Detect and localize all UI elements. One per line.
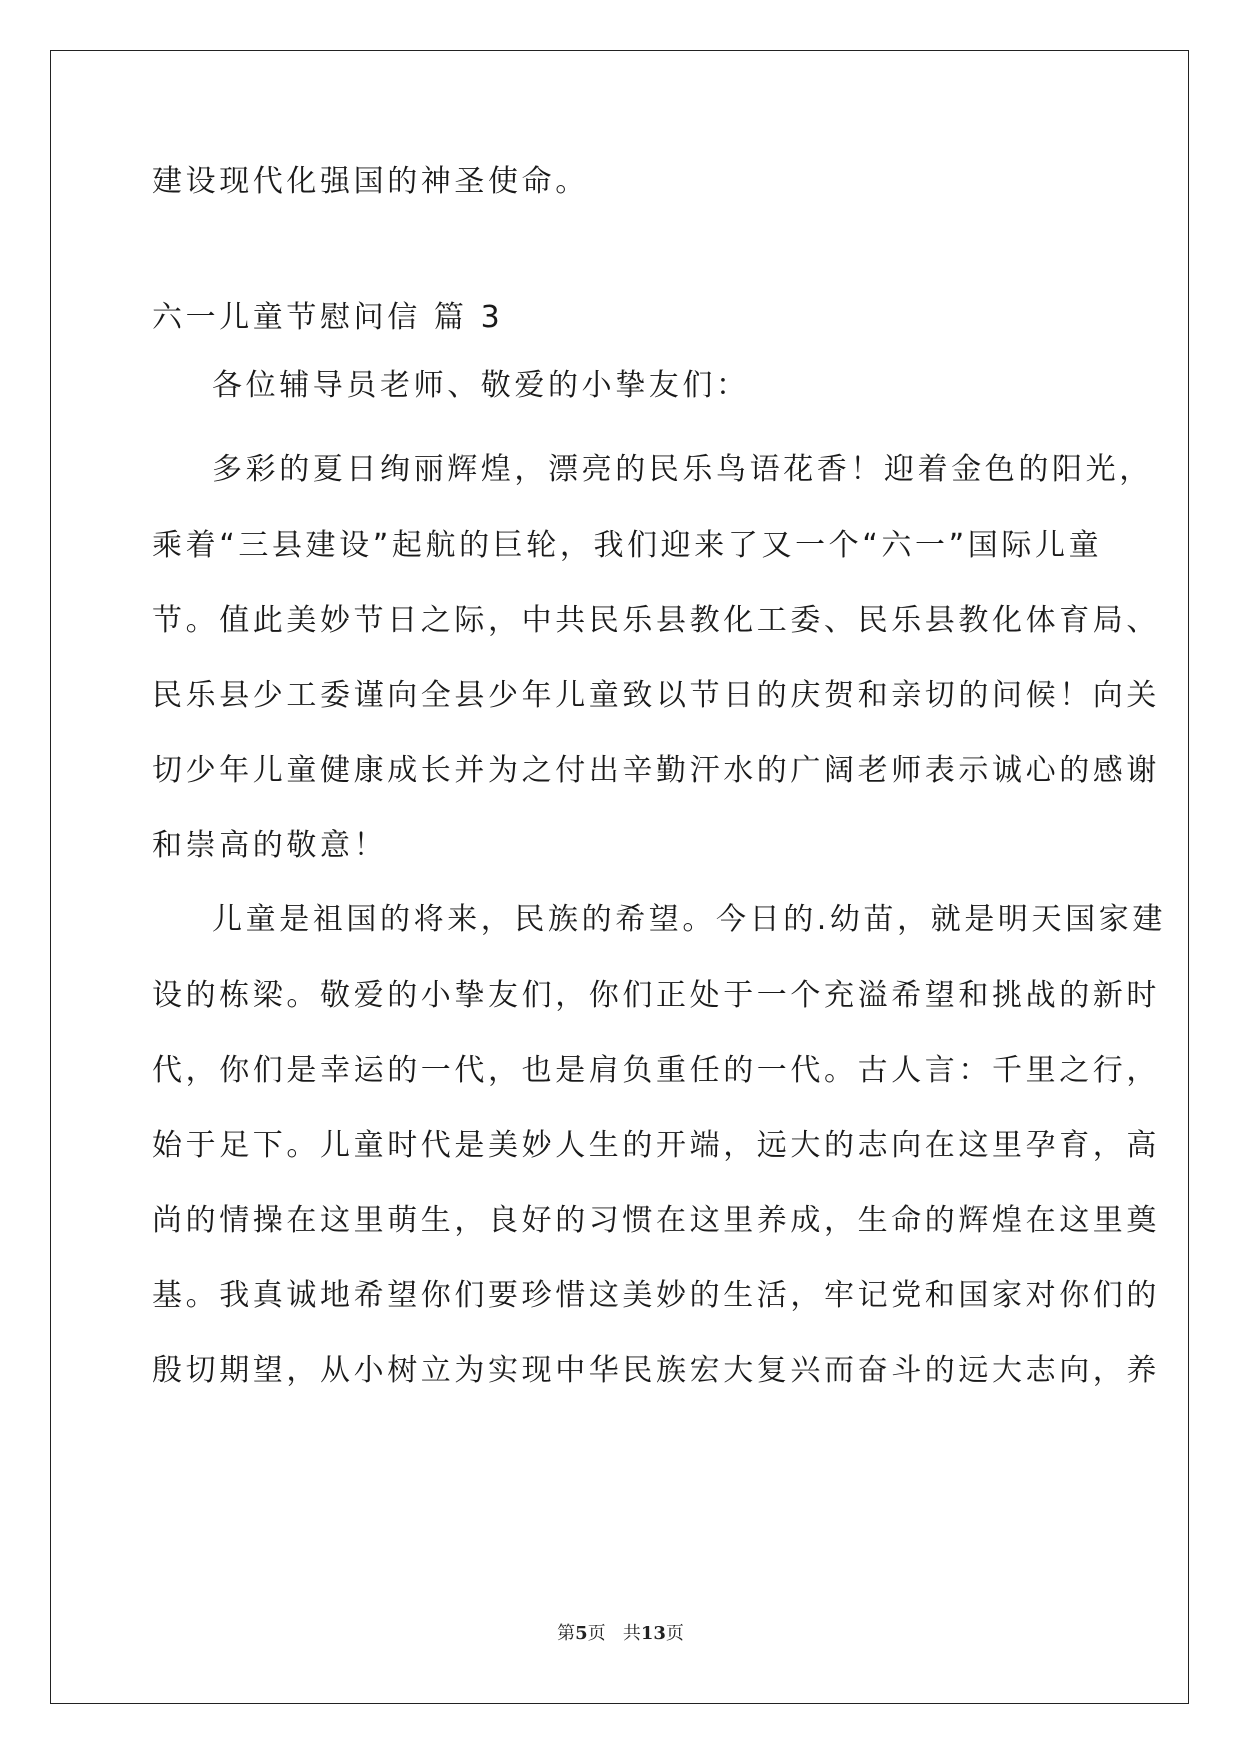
text-line: 代，你们是幸运的一代，也是肩负重任的一代。古人言：千里之行， [152, 1053, 1160, 1088]
salutation: 各位辅导员老师、敬爱的小挚友们： [212, 368, 750, 403]
text-line: 基。我真诚地希望你们要珍惜这美妙的生活，牢记党和国家对你们的 [152, 1278, 1160, 1313]
text-line: 和崇高的敬意！ [152, 828, 388, 863]
page-footer [0, 1622, 1241, 1646]
text-line: 节。值此美妙节日之际，中共民乐县教化工委、民乐县教化体育局、 [152, 603, 1160, 638]
text-line: 设的栋梁。敬爱的小挚友们，你们正处于一个充溢希望和挑战的新时 [152, 978, 1160, 1013]
total-suffix: 页 [665, 1623, 684, 1644]
text-line: 建设现代化强国的神圣使命。 [152, 164, 589, 199]
text-line: 儿童是祖国的将来，民族的希望。今日的.幼苗，就是明天国家建 [212, 902, 1166, 937]
text-line: 乘着“三县建设”起航的巨轮，我们迎来了又一个“六一”国际儿童 [152, 528, 1103, 563]
text-line: 始于足下。儿童时代是美妙人生的开端，远大的志向在这里孕育，高 [152, 1128, 1160, 1163]
text-line: 多彩的夏日绚丽辉煌，漂亮的民乐鸟语花香！迎着金色的阳光， [212, 452, 1153, 487]
text-line: 民乐县少工委谨向全县少年儿童致以节日的庆贺和亲切的问候！向关 [152, 678, 1160, 713]
text-line: 尚的情操在这里萌生，良好的习惯在这里养成，生命的辉煌在这里奠 [152, 1203, 1160, 1238]
page-number: 5 [575, 1623, 588, 1644]
total-pages: 13 [640, 1623, 666, 1644]
text-line: 切少年儿童健康成长并为之付出辛勤汗水的广阔老师表示诚心的感谢 [152, 753, 1160, 788]
total-prefix: 共 [622, 1623, 641, 1644]
text-line: 殷切期望，从小树立为实现中华民族宏大复兴而奋斗的远大志向，养 [152, 1353, 1160, 1388]
page-prefix: 第 [557, 1623, 576, 1644]
section-heading: 六一儿童节慰问信 篇 3 [152, 300, 504, 335]
page-suffix: 页 [587, 1623, 606, 1644]
